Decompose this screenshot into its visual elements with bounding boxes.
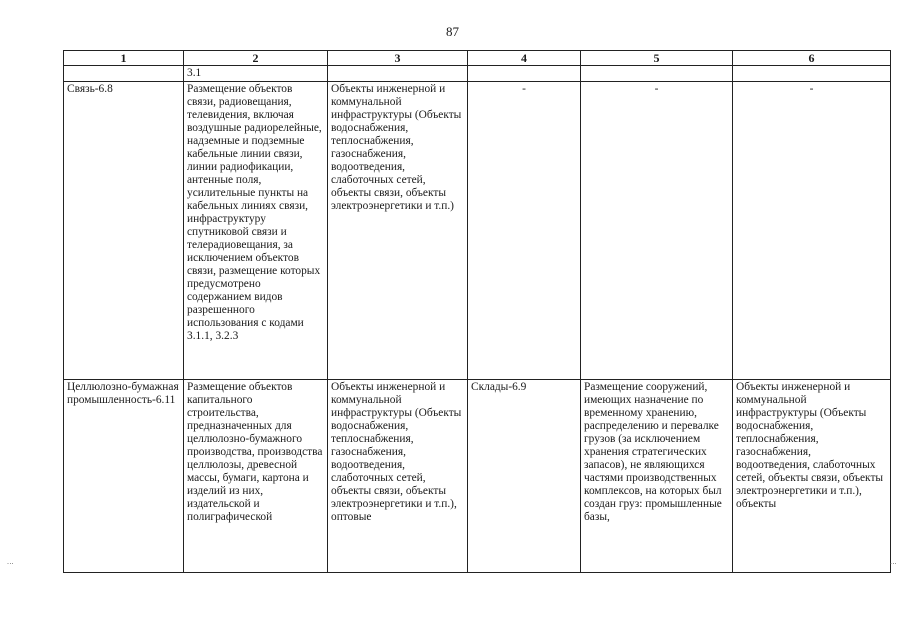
table-row xyxy=(64,380,891,573)
table-cell xyxy=(733,82,891,380)
table-cell xyxy=(64,380,184,573)
table-cell: Объекты инженерной и коммунальной инфраструктуры (Объекты водоснабжения, теплоснабжения, газоснабжения, водоотведения, слаботочных сетей, объекты связи, объекты электроэнергетики и т.п.) xyxy=(328,82,468,380)
table-cell xyxy=(581,66,733,82)
column-header-6: 6 xyxy=(733,51,891,66)
cell-text: Склады-6.9 xyxy=(471,381,527,393)
table-cell xyxy=(733,66,891,82)
column-header-4: 4 xyxy=(468,51,581,66)
table-cell xyxy=(64,66,184,82)
column-header-5: 5 xyxy=(581,51,733,66)
cell-text: Размещение объектов капитального строительства, предназначенных для целлюлозно-бумажного производства, производства целлюлозы, древесной массы, бумаги, картона и изделий из них, издательской и полиграфической xyxy=(187,381,323,523)
table-cell xyxy=(328,66,468,82)
column-header-1: 1 xyxy=(64,51,184,66)
table-cell xyxy=(468,66,581,82)
table-row xyxy=(64,82,891,380)
table-row xyxy=(64,66,891,82)
table-cell: Связь-6.8 xyxy=(64,82,184,380)
header-row xyxy=(64,51,891,66)
cell-text: Целлюлозно-бумажная промышленность-6.11 xyxy=(67,381,179,406)
table-cell: Размещение объектов связи, радиовещания, телевидения, включая воздушные радиорелейные, надземные и подземные кабельные линии связи, линии радиофикации, антенные поля, усилительные пункты на кабельных линиях связи, инфраструктуру спутниковой связи и телерадиовещания, за исключением объектов связи, размещение которых предусмотрено содержанием видов разрешенного использования с кодами 3.1.1, 3.2.3 xyxy=(184,82,328,380)
scan-margin-mark-left: ⋮ xyxy=(6,560,14,568)
empty-dash: - xyxy=(522,83,526,95)
scan-margin-mark-right: ⋮ xyxy=(889,560,897,568)
empty-dash: - xyxy=(809,83,814,95)
table-cell xyxy=(184,380,328,573)
column-header-3: 3 xyxy=(328,51,468,66)
table-cell xyxy=(468,380,581,573)
table-cell xyxy=(581,82,733,380)
cell-text: Объекты инженерной и коммунальной инфраструктуры (Объекты водоснабжения, теплоснабжения, газоснабжения, водоотведения, слаботочных сетей, объекты связи, объекты электроэнергетики и т.п.), объекты xyxy=(736,381,884,510)
table-cell xyxy=(328,380,468,573)
table-cell xyxy=(468,82,581,380)
table-cell xyxy=(581,380,733,573)
table-cell: 3.1 xyxy=(184,66,328,82)
empty-dash: - xyxy=(654,83,659,95)
cell-text: Размещение сооружений, имеющих назначение по временному хранению, распределению и перевалке грузов (за исключением хранения стратегических запасов), не являющихся частями производственных комплексов, на которых был создан груз: промышленные базы, xyxy=(584,381,722,523)
cell-text: Объекты инженерной и коммунальной инфраструктуры (Объекты водоснабжения, теплоснабжения, газоснабжения, водоотведения, слаботочных сетей, объекты связи, объекты электроэнергетики и т.п.), оптовые xyxy=(331,381,462,523)
column-header-2: 2 xyxy=(184,51,328,66)
land-use-table xyxy=(63,50,891,573)
page-number: 87 xyxy=(446,24,459,39)
table-cell xyxy=(733,380,891,573)
